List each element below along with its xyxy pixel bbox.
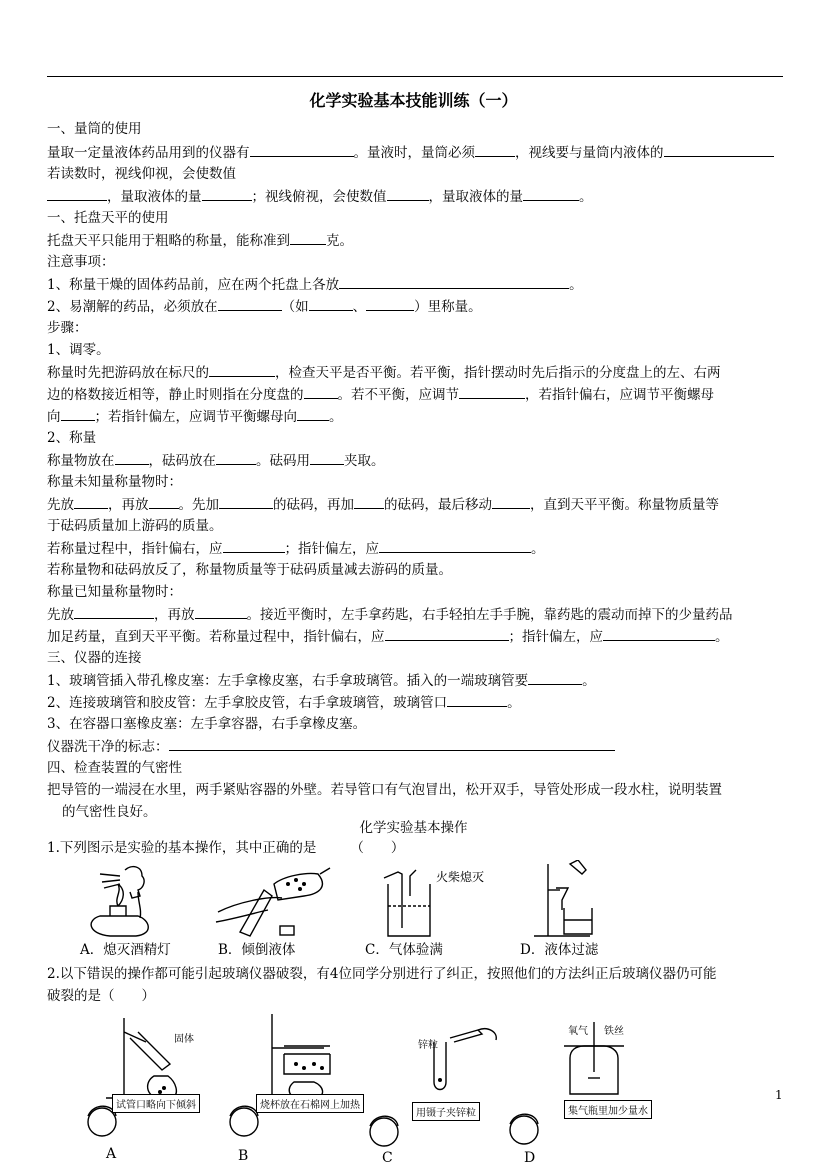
header-rule (47, 76, 783, 77)
text-line: 称量时先把游码放在标尺的 ，检查天平是否平衡。若平衡，指针摆动时先后指示的分度盘上的左、右两 (47, 362, 721, 383)
heading-airtightness: 四、检查装置的气密性 (47, 760, 182, 776)
heading-balance: 一、托盘天平的使用 (47, 210, 169, 226)
page-title: 化学实验基本技能训练（一） (309, 91, 518, 110)
text-line: 2、易潮解的药品，必须放在 （如 、 ）里称量。 (47, 296, 482, 317)
option-c: C．气体验满 (365, 942, 443, 958)
choice-letter-a: A (106, 1146, 117, 1162)
text-line: 托盘天平只能用于粗略的称量，能称准到 克。 (47, 230, 353, 251)
text-line: 3、在容器口塞橡皮塞：左手拿容器，右手拿橡皮塞。 (47, 716, 367, 732)
speech-bubble-a: 试管口略向下倾斜 (112, 1094, 200, 1113)
text-line: 的气密性良好。 (62, 804, 157, 820)
text-line: ，量取液体的量 ；视线俯视，会使数值 ，量取液体的量 。 (47, 186, 593, 207)
speech-bubble-d: 集气瓶里加少量水 (564, 1100, 652, 1119)
choice-letter-c: C (382, 1150, 393, 1166)
option-a: A．熄灭酒精灯 (80, 942, 171, 958)
heading-measuring-cylinder: 一、量筒的使用 (47, 121, 142, 137)
text-line: 称量已知量称量物时： (47, 584, 182, 600)
text-line: 于砝码质量加上游码的质量。 (47, 518, 223, 534)
text-line: 1、称量干燥的固体药品前，应在两个托盘上各放 。 (47, 274, 583, 295)
text-line: 2、连接玻璃管和胶皮管：左手拿胶皮管，右手拿玻璃管，玻璃管口 。 (47, 692, 521, 713)
choice-letter-d: D (524, 1150, 536, 1166)
text-line: 1、调零。 (47, 342, 110, 358)
text-line: 边的格数接近相等，静止时则指在分度盘的 。若不平衡，应调节 ，若指针偏右，应调节平衡螺母 (47, 384, 714, 405)
figure-extinguish-lamp (80, 862, 190, 940)
text-line: 先放 ，再放 。接近平衡时，左手拿药匙，右手轻拍左手手腕，靠药匙的震动而掉下的少量药品 (47, 604, 733, 625)
text-line: 1、玻璃管插入带孔橡皮塞：左手拿橡皮塞，右手拿玻璃管。插入的一端玻璃管要 。 (47, 670, 596, 691)
text-line: 量取一定量液体药品用到的仪器有 。量液时，量筒必须 ，视线要与量筒内液体的 (47, 142, 774, 163)
label-iron-wire: 铁丝 (604, 1026, 624, 1037)
heading-connection: 三、仪器的连接 (47, 650, 142, 666)
text-line: 把导管的一端浸在水里，两手紧贴容器的外壁。若导管口有气泡冒出，松开双手，导管处形成一段水柱，说明装置 (47, 782, 722, 798)
text-line: 称量未知量称量物时： (47, 474, 182, 490)
text-line: 若称量物和砝码放反了，称量物质量等于砝码质量减去游码的质量。 (47, 562, 452, 578)
text-line: 仪器洗干净的标志： (47, 736, 615, 757)
figure-pour-liquid (208, 862, 336, 940)
question-2: 2.以下错误的操作都可能引起玻璃仪器破裂，有4位同学分别进行了纠正，按照他们的方法纠正后玻璃仪器仍可能 (47, 966, 717, 982)
text-line: 向 ；若指针偏左，应调节平衡螺母向 。 (47, 406, 343, 427)
speech-bubble-c: 用镊子夹锌粒 (412, 1102, 480, 1121)
label-solid: 固体 (174, 1034, 194, 1045)
option-b: B．倾倒液体 (218, 942, 296, 958)
choice-letter-b: B (238, 1148, 249, 1164)
page-number: 1 (775, 1088, 783, 1102)
label-oxygen: 氧气 (568, 1026, 588, 1037)
text-line: 2、称量 (47, 430, 97, 446)
label-match-extinguished: 火柴熄灭 (436, 870, 485, 884)
figure-filtration (520, 860, 600, 940)
question-2-cont: 破裂的是（ ） (47, 988, 155, 1004)
figure-gas-test (378, 866, 436, 940)
text-line: 步骤： (47, 320, 88, 336)
question-1: 1.下列图示是实验的基本操作，其中正确的是 （ ） (47, 840, 405, 856)
text-line: 注意事项： (47, 254, 115, 270)
text-line: 加足药量，直到天平平衡。若称量过程中，指针偏右，应 ；指针偏左，应 。 (47, 626, 729, 647)
text-line: 若称量过程中，指针偏右，应 ；指针偏左，应 。 (47, 538, 545, 559)
text-line: 称量物放在 ，砝码放在 。砝码用 夹取。 (47, 450, 385, 471)
text-line: 若读数时，视线仰视，会使数值 (47, 166, 236, 182)
section-title: 化学实验基本操作 (359, 820, 468, 836)
label-zinc: 锌粒 (418, 1040, 438, 1051)
text-line: 先放 ，再放 。先加 的砝码，再加 的砝码，最后移动 ，直到天平平衡。称量物质量等 (47, 494, 719, 515)
speech-bubble-b: 烧杯放在石棉网上加热 (256, 1094, 364, 1113)
option-d: D．液体过滤 (520, 942, 599, 958)
